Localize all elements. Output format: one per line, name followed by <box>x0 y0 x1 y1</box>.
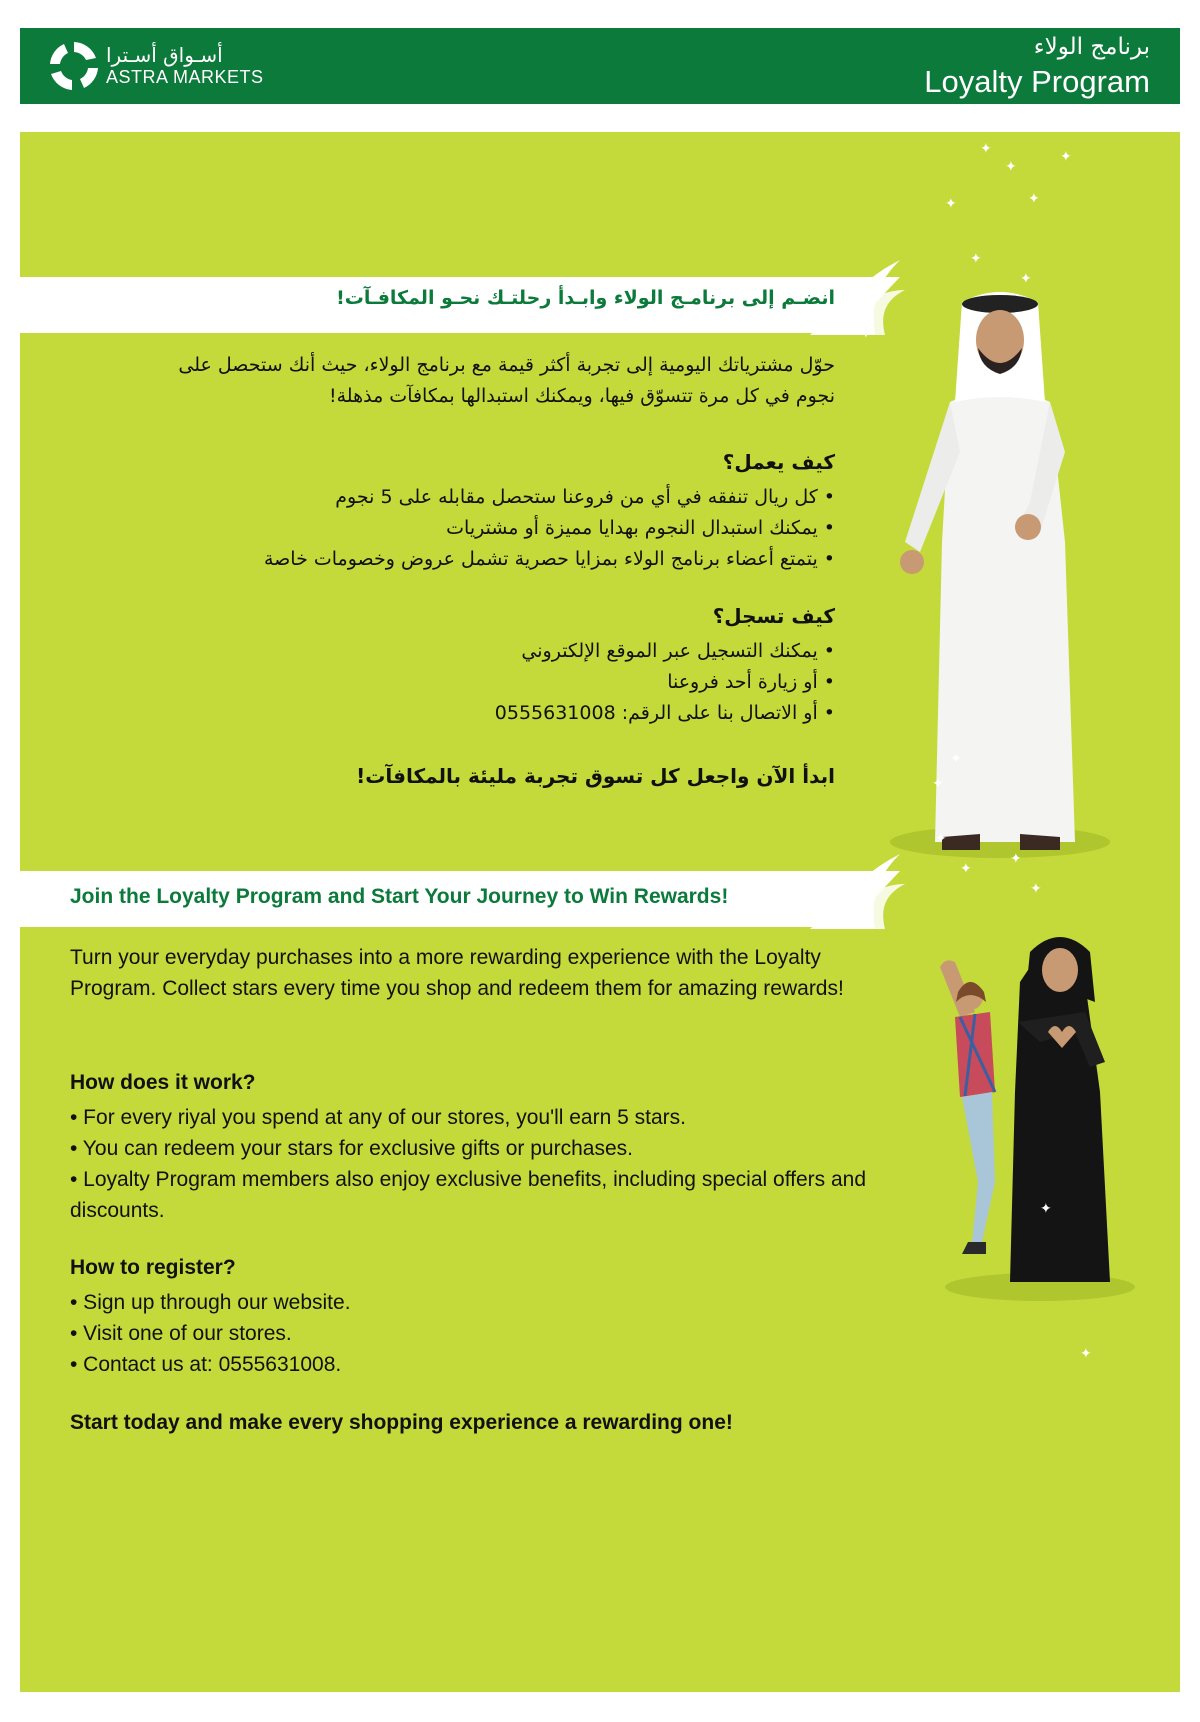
arabic-call-to-action: ابدأ الآن واجعل كل تسوق تجربة مليئة بالمكافآت! <box>356 764 835 788</box>
sparkle-icon: ✦ <box>935 831 947 847</box>
header-bar <box>20 28 1180 104</box>
list-item: • أو زيارة أحد فروعنا <box>667 671 835 693</box>
english-banner-title: Join the Loyalty Program and Start Your Journey to Win Rewards! <box>70 885 729 908</box>
list-item: • يتمتع أعضاء برنامج الولاء بمزايا حصرية تشمل عروض وخصومات خاصة <box>263 548 835 570</box>
list-item: • أو الاتصال بنا على الرقم: 0555631008 <box>494 702 835 724</box>
list-item: • يمكنك التسجيل عبر الموقع الإلكتروني <box>521 640 835 662</box>
sparkle-icon: ✦ <box>1010 851 1022 867</box>
arabic-intro <box>55 350 835 412</box>
list-item: • Sign up through our website. <box>70 1291 351 1314</box>
english-intro: Turn your everyday purchases into a more rewarding experience with the Loyalty Program. Collect stars every time you shop and redeem them for amazing rewards! <box>70 946 844 1000</box>
sparkle-icon: ✦ <box>1005 159 1017 175</box>
sparkle-icon: ✦ <box>1030 881 1042 897</box>
list-item: • Visit one of our stores. <box>70 1322 292 1345</box>
header-title-english: Loyalty Program <box>924 64 1150 99</box>
header-title-arabic: برنامج الولاء <box>1033 34 1150 60</box>
arabic-intro-line: نجوم في كل مرة تتسوّق فيها، ويمكنك استبدالها بمكافآت مذهلة! <box>329 385 835 407</box>
sparkle-icon: ✦ <box>945 196 957 212</box>
sparkle-icon: ✦ <box>1080 1346 1092 1362</box>
list-item: • Contact us at: 0555631008. <box>70 1353 342 1376</box>
english-how-works-list <box>70 1102 890 1226</box>
sparkle-icon: ✦ <box>1060 149 1072 165</box>
arabic-banner-title: انضـم إلى برنامـج الولاء وابـدأ رحلتـك نحـو المكافـآت! <box>336 287 835 309</box>
arabic-how-works-list <box>55 482 835 575</box>
sparkle-icon: ✦ <box>960 861 972 877</box>
sparkle-icon: ✦ <box>980 141 992 157</box>
sparkle-icon: ✦ <box>860 326 872 342</box>
man-thobe-image <box>880 282 1140 872</box>
sparkle-icon: ✦ <box>970 251 982 267</box>
sparkle-icon: ✦ <box>1020 271 1032 287</box>
list-item: • You can redeem your stars for exclusive gifts or purchases. <box>70 1137 633 1160</box>
list-item: • For every riyal you spend at any of our stores, you'll earn 5 stars. <box>70 1106 686 1129</box>
content-panel <box>20 132 1180 1692</box>
english-register-heading: How to register? <box>70 1256 236 1279</box>
arabic-register-list <box>55 636 835 729</box>
sparkle-icon: ✦ <box>932 776 944 792</box>
sparkle-icon: ✦ <box>1028 191 1040 207</box>
list-item: • Loyalty Program members also enjoy exclusive benefits, including special offers and discounts. <box>70 1168 867 1222</box>
sparkle-icon: ✦ <box>950 751 962 767</box>
logo-english-text: ASTRA MARKETS <box>106 67 264 87</box>
list-item: • كل ريال تنفقه في أي من فروعنا ستحصل مقابله على 5 نجوم <box>335 486 835 508</box>
arabic-how-works-heading: كيف يعمل؟ <box>722 450 835 474</box>
arabic-register-heading: كيف تسجل؟ <box>712 604 835 628</box>
english-register-list <box>70 1287 890 1380</box>
list-item: • يمكنك استبدال النجوم بهدايا مميزة أو مشتريات <box>446 517 835 539</box>
english-call-to-action: Start today and make every shopping experience a rewarding one! <box>70 1411 733 1434</box>
astra-logo-icon <box>48 40 100 92</box>
logo-arabic-text: أسـواق أسـترا <box>106 43 223 67</box>
sparkle-icon: ✦ <box>1040 1201 1052 1217</box>
woman-and-girl-image <box>900 892 1140 1312</box>
english-how-works-heading: How does it work? <box>70 1071 256 1094</box>
arabic-intro-line: حوّل مشترياتك اليومية إلى تجربة أكثر قيمة مع برنامج الولاء، حيث أنك ستحصل على <box>178 354 835 376</box>
